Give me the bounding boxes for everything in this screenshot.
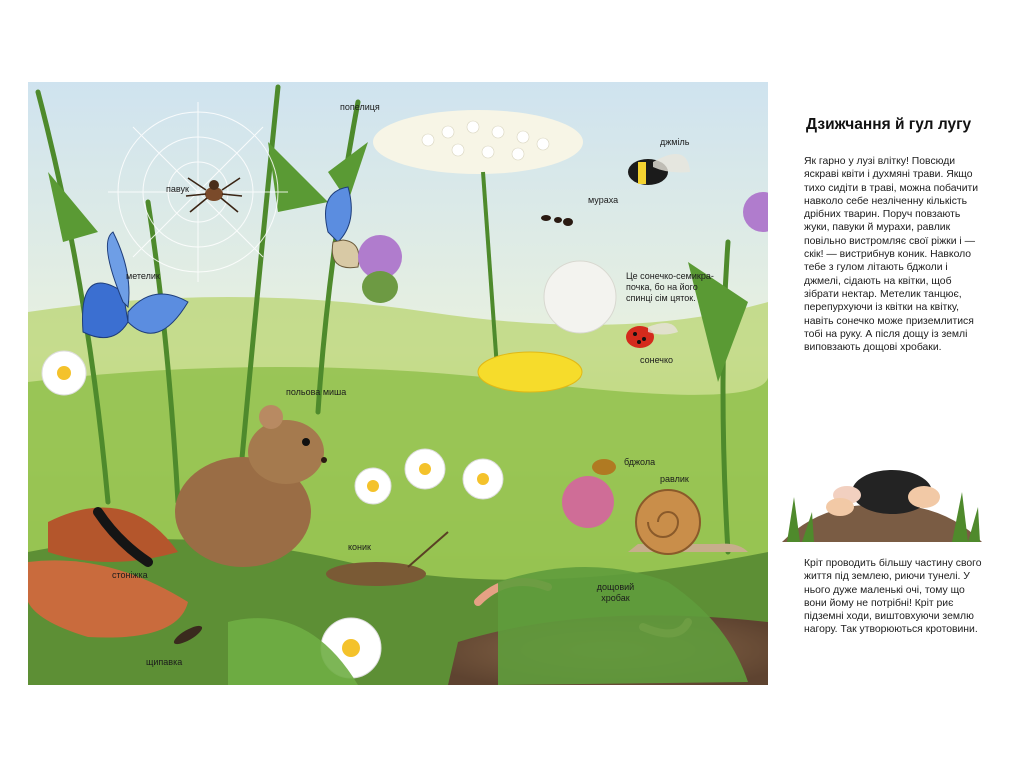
label-grasshopper: коник [348,542,371,552]
label-bee: бджола [624,457,656,467]
mole-illustration [782,457,982,547]
dandelion-flower [478,352,582,392]
label-earthworm: дощовий хробак [596,582,635,603]
label-butterfly: метелик [126,271,160,281]
spider-web [108,102,288,282]
label-earwig: щипавка [146,657,183,667]
page-title: Дзижчання й гул лугу [806,116,972,133]
label-aphid: попелиця [340,102,380,112]
text-column [768,82,996,685]
intro-paragraph: Як гарно у лузі влітку! Повсюди яскраві квіти і духмяні трави. Якщо тихо сидіти в траві, можна побачити навколо себе незліченну кількість дрібних тварин. Поруч повзають жуки, павуки й мурахи, равлик повільно вистромляє свої ріжки і — скік! — вистрибнув коник. Навколо тебе з гулом літають бджоли і джмелі, сідають на квітки, щоб зібрати нектар. Метелик танцює, перепурхуючи із квітки на квітку, навіть сонечко може приземлитися тобі на руку. А після дощу із землі виповзають дощові хробаки. [804,156,979,354]
queen-annes-lace-flower [373,110,583,174]
dandelion-seedhead [544,261,616,333]
label-ladybird: сонечко [640,355,674,365]
label-millipede: стоніжка [112,570,148,580]
label-bumblebee: джміль [660,137,690,147]
label-snail: равлик [660,474,689,484]
honey-bee [592,459,616,475]
meadow-illustration [28,82,768,685]
clover-flower [562,476,614,528]
mole-paragraph: Кріт проводить більшу частину свого життя під землею, риючи тунелі. У нього дуже маленькі очі, тому що вони йому не потрібні! Кріт риє підземні ходи, виштовхуючи землю нагору. Так утворюються кротовини. [804,558,982,636]
label-ant: мураха [588,195,619,205]
book-spread [28,82,996,685]
label-ladybird-note: Це сонечко-семикра-почка, бо на його спинці сім цяток. [626,271,714,303]
label-field-mouse: польова миша [286,387,347,397]
label-spider: павук [166,184,189,194]
meadow-scene [28,82,768,685]
